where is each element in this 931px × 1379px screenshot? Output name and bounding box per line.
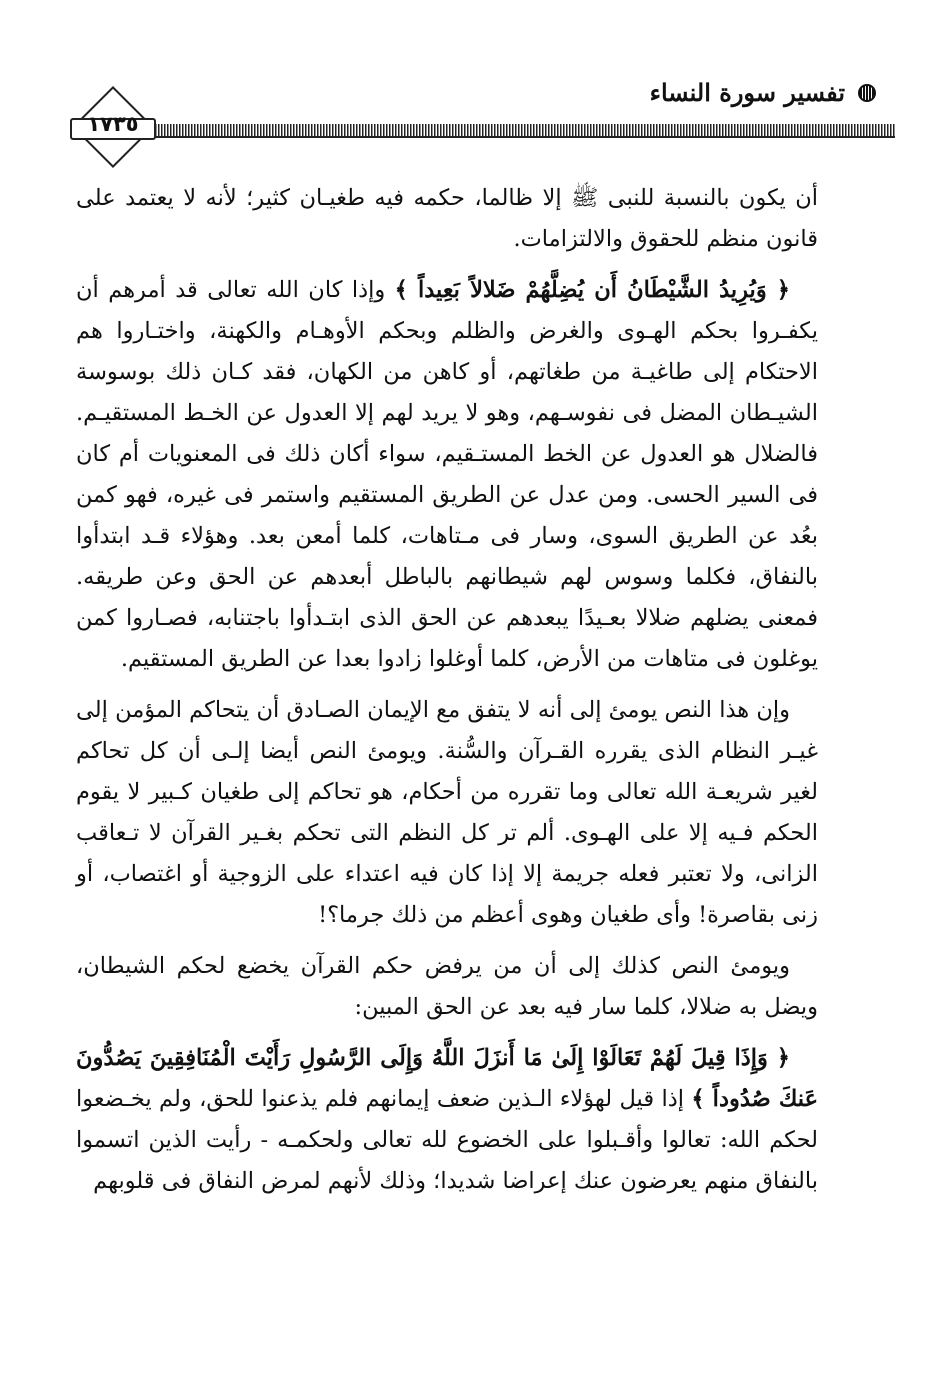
page-number-badge xyxy=(70,86,156,172)
chapter-title: تفسير سورة النساء xyxy=(649,78,845,107)
paragraph-text: أن يكون بالنسبة للنبى ﷺ إلا ظالما، حكمه فيه طغيـان كثير؛ لأنه لا يعتمد على قانون منظم للحقوق والالتزامات. xyxy=(76,185,818,252)
quran-verse: ﴿ وَيُرِيدُ الشَّيْطَانُ أَن يُضِلَّهُمْ ضَلالاً بَعِيداً ﴾ xyxy=(394,277,790,303)
header-ornament-icon xyxy=(858,84,876,102)
paragraph-5 xyxy=(76,1038,818,1202)
page-body xyxy=(76,178,818,1212)
paragraph-text: وإذا كان الله تعالى قد أمرهم أن يكفـروا بحكم الهـوى والغرض والظلم وبحكم الأوهـام والكهنة، واختـاروا هم الاحتكام إلى طاغيـة من طغاتهم، أو كاهن من الكهان، فقد كـان ذلك بوسوسة الشيـطان المضل فى نفوسـهم، وهو لا يريد لهم إلا العدول عن الخـط المستقيـم. فالضلال هو العدول عن الخط المستـقيم، سواء أكان ذلك فى المعنويات أم كان فى السير الحسى. ومن عدل عن الطريق المستقيم واستمر فى غيره، فهو كمن بعُد عن الطريق السوى، وسار فى مـتاهات، كلما أمعن بعد. وهؤلاء قـد ابتدأوا بالنفاق، فكلما وسوس لهم شيطانهم بالباطل أبعدهم عن الحق وعن طريقه. فمعنى يضلهم ضلالا بعـيدًا يبعدهم عن الحق الذى ابتـدأوا باجتنابه، فصـاروا كمن يوغلون فى متاهات من الأرض، كلما أوغلوا زادوا بعدا عن الطريق المستقيم. xyxy=(76,277,818,672)
paragraph-2 xyxy=(76,270,818,680)
paragraph-3 xyxy=(76,690,818,936)
page-header xyxy=(60,78,850,168)
paragraph-4 xyxy=(76,946,818,1028)
quran-verse: ﴿ وَإِذَا قِيلَ لَهُمْ تَعَالَوْا إِلَىٰ مَا أَنزَلَ اللَّهُ وَإِلَى الرَّسُولِ رَأَيْتَ الْمُنَافِقِينَ يَصُدُّونَ عَنكَ صُدُوداً ﴾ xyxy=(76,1045,818,1112)
page-number: ١٧٣٥ xyxy=(87,112,139,136)
paragraph-1 xyxy=(76,178,818,260)
header-divider xyxy=(155,124,895,136)
paragraph-text: ويومئ النص كذلك إلى أن من يرفض حكم القرآن يخضع لحكم الشيطان، ويضل به ضلالا، كلما سار فيه بعد عن الحق المبين: xyxy=(76,953,818,1020)
paragraph-text: وإن هذا النص يومئ إلى أنه لا يتفق مع الإيمان الصـادق أن يتحاكم المؤمن إلى غيـر النظام الذى يقرره القـرآن والسُّنة. ويومئ النص أيضا إلـى أن كل تحاكم لغير شريعـة الله تعالى وما تقرره من أحكام، هو تحاكم إلى طغيان كـبير لا يقوم الحكم فـيه إلا على الهـوى. ألم تر كل النظم التى تحكم بغـير القرآن لا تـعاقب الزانى، ولا تعتبر فعله جريمة إلا إذا كان فيه اعتداء على الزوجية أو اغتصاب، أو زنى بقاصرة! وأى طغيان وهوى أعظم من ذلك جرما؟! xyxy=(76,697,818,928)
paragraph-text: إذا قيل لهؤلاء الـذين ضعف إيمانهم فلم يذعنوا للحق، ولم يخـضعوا لحكم الله: تعالوا وأقـبلوا على الخضوع لله تعالى ولحكمـه - رأيت الذين اتسموا بالنفاق منهم يعرضون عنك إعراضا شديدا؛ وذلك لأنهم لمرض النفاق فى قلوبهم xyxy=(76,1086,818,1194)
